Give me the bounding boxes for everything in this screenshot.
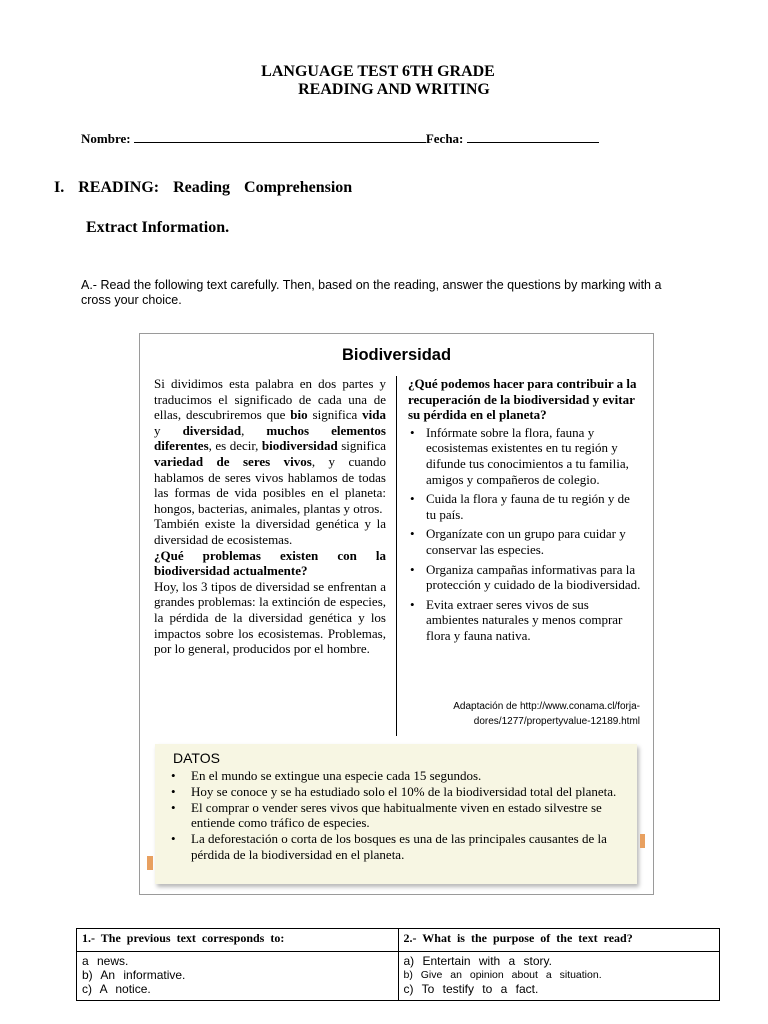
datos-item: • La deforestación o corta de los bosques es una de las principales causantes de la pérdida de la biodiversidad en el planeta.	[171, 831, 607, 862]
reading-title: Biodiversidad	[341, 346, 452, 364]
option-2a[interactable]: a) Entertain with a story.	[403, 954, 552, 968]
reading-image	[139, 333, 654, 895]
bullet-icon: •	[171, 783, 176, 799]
bullet-icon: •	[410, 526, 415, 542]
option-2c[interactable]: c) To testify to a fact.	[403, 982, 539, 996]
option-1c[interactable]: c) A notice.	[82, 982, 151, 996]
question-1-text: 1.- The previous text corresponds to:	[77, 929, 399, 952]
bullet-icon: •	[410, 596, 415, 612]
questions-table	[76, 928, 720, 1001]
reading-question-2: ¿Qué podemos hacer para contribuir a la recuperación de la biodiversidad y evitar su pérdida en el planeta?	[408, 376, 637, 423]
date-label: Fecha:	[425, 131, 464, 146]
reading-question-1: ¿Qué problemas existen con la biodiversidad actualmente?	[154, 547, 386, 579]
instruction-text: A.- Read the following text carefully. Then, based on the reading, answer the questions by marking with a cross your choice.	[81, 278, 662, 307]
option-1b[interactable]: b) An informative.	[82, 968, 186, 982]
action-item: • Organiza campañas informativas para la protección y cuidado de la biodiversidad.	[410, 561, 641, 593]
action-item: • Infórmate sobre la flora, fauna y ecosistemas existentes en tu región y difunde tus conocimientos a tu familia, amigos y compañeros de colegio.	[410, 424, 629, 487]
question-2-text: 2.- What is the purpose of the text read?	[398, 929, 720, 952]
source-credit: Adaptación de http://www.conama.cl/forja-dores/1277/propertyvalue-12189.html	[453, 701, 640, 727]
test-subtitle: READING AND WRITING	[298, 81, 490, 98]
question-2-options	[398, 952, 720, 1001]
reading-paragraph-3: Hoy, los 3 tipos de diversidad se enfrentan a grandes problemas: la extinción de especies, la pérdida de la diversidad genética y los impactos sobre los ecosistemas. Problemas, por lo general, producidos por el hombre.	[154, 578, 386, 657]
bullet-icon: •	[410, 424, 415, 440]
date-blank[interactable]	[467, 130, 599, 143]
option-1a[interactable]: a news.	[82, 954, 129, 968]
column-divider	[396, 376, 397, 736]
datos-box	[155, 744, 637, 884]
section-heading	[54, 179, 352, 197]
bullet-icon: •	[171, 799, 176, 815]
datos-label: DATOS	[173, 750, 220, 766]
bullet-icon: •	[171, 768, 176, 783]
decoration-mark	[640, 834, 645, 848]
section-title: READING: Reading Comprehension	[78, 179, 353, 196]
datos-item: • Hoy se conoce y se ha estudiado solo el 10% de la biodiversidad total del planeta.	[171, 783, 617, 799]
name-date-row	[81, 130, 599, 147]
action-list	[408, 425, 641, 644]
datos-item: • El comprar o vender seres vivos que habitualmente viven en estado silvestre se entiende como tráfico de especies.	[171, 799, 602, 831]
reading-paragraph-1: Si dividimos esta palabra en dos partes y traducimos el significado de cada una de ellas, descubriremos que bio significa vida y diversidad, muchos elementos diferentes, es decir, biodiversidad significa variedad de seres vivos, y cuando hablamos de seres vivos hablamos de todas las formas de vida posibles en el planeta: hongos, bacterias, animales, plantas y otros.	[154, 376, 387, 516]
bullet-icon: •	[410, 561, 415, 577]
bullet-icon: •	[410, 491, 415, 507]
name-label: Nombre:	[81, 131, 131, 146]
test-title: LANGUAGE TEST 6TH GRADE	[261, 63, 495, 80]
option-2b[interactable]: b) Give an opinion about a situation.	[403, 969, 602, 981]
section-subtitle: Extract Information.	[86, 219, 230, 236]
action-item: • Evita extraer seres vivos de sus ambientes naturales y menos comprar flora y fauna nativa.	[410, 596, 623, 643]
action-item: • Organízate con un grupo para cuidar y conservar las especies.	[410, 526, 626, 557]
datos-item: • En el mundo se extingue una especie cada 15 segundos.	[171, 768, 482, 783]
reading-right-column	[408, 376, 641, 648]
datos-list	[169, 768, 624, 863]
bullet-icon: •	[171, 831, 176, 847]
question-1-options	[77, 952, 399, 1001]
reading-paragraph-2: También existe la diversidad genética y la diversidad de ecosistemas.	[154, 516, 386, 547]
section-number: I.	[54, 179, 65, 196]
reading-left-column	[154, 376, 386, 657]
action-item: • Cuida la flora y fauna de tu región y de tu país.	[410, 491, 630, 522]
decoration-mark	[147, 856, 153, 870]
name-blank[interactable]	[134, 130, 426, 143]
